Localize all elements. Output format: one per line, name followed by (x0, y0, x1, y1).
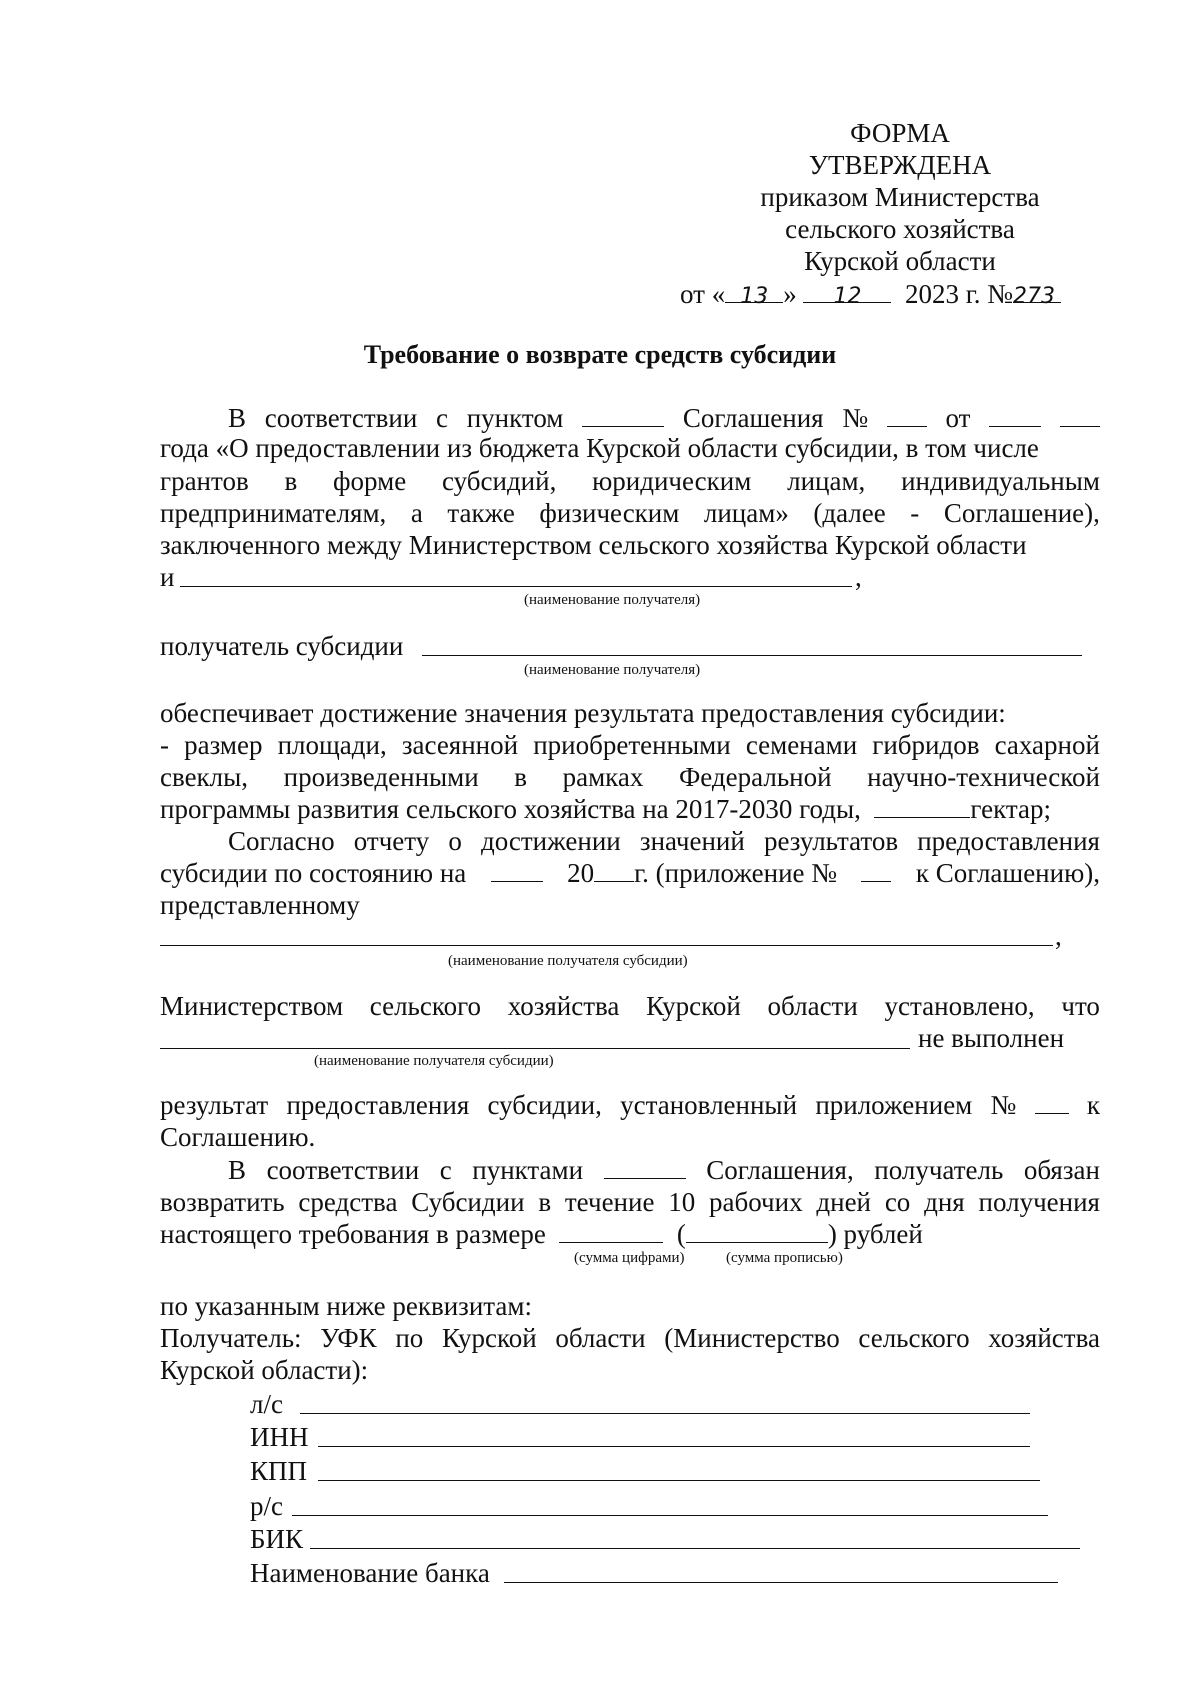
word: В (228, 403, 247, 433)
inn-field (318, 1446, 1030, 1447)
amount-digits-caption: (сумма цифрами) (574, 1250, 685, 1266)
word: предоставления (286, 1090, 470, 1120)
appendix-number-field (861, 857, 891, 882)
report-year-field (594, 857, 634, 882)
word: с (436, 403, 448, 433)
kpp-field (318, 1480, 1040, 1481)
text: ) рублей (827, 1219, 923, 1249)
report-recipient-field (160, 945, 1053, 946)
word: пунктами (472, 1155, 584, 1185)
area-hectares-field (874, 793, 970, 818)
p4-line-2 (160, 857, 1100, 889)
p4-line-4-end: , (1055, 921, 1062, 951)
p3-line-2 (160, 729, 1100, 761)
word: отчету (353, 826, 430, 856)
p1-line-2: года «О предоставлении из бюджета Курской области субсидии, в том числе (160, 433, 1039, 463)
p1-line-5: заключенного между Министерством сельского хозяйства Курской области (160, 530, 1027, 560)
word: субсидий, (442, 466, 557, 496)
p1-line-3 (160, 465, 1100, 497)
word: Согласно (228, 826, 335, 856)
recipient-name-caption: (наименование получателя) (524, 592, 701, 608)
text: гектар; (970, 794, 1051, 824)
word: Курской (441, 1323, 537, 1353)
bank-name-field (504, 1582, 1058, 1583)
word: произведенными (283, 762, 479, 792)
word: сельского (858, 1323, 970, 1353)
p8-line-3: Курской области): (160, 1355, 369, 1385)
result-appendix-number-field (1035, 1089, 1069, 1114)
word: сельского (369, 991, 481, 1021)
kpp-label: КПП (250, 1456, 308, 1486)
text: субсидии по состоянию на (160, 858, 467, 888)
word: Курской (646, 991, 741, 1021)
approval-form-label: ФОРМА (850, 118, 950, 148)
amount-words-field (686, 1218, 828, 1243)
agreement-number-field (887, 402, 927, 427)
word: получения (978, 1187, 1100, 1217)
inn-label: ИНН (250, 1422, 309, 1452)
word: от (945, 403, 971, 433)
word: рамках (562, 762, 644, 792)
word: установлено, (884, 991, 1035, 1021)
word: Субсидии (411, 1187, 525, 1217)
word: юридическим (592, 466, 752, 496)
word: приобретенными (533, 730, 731, 760)
word: семенами (745, 730, 858, 760)
p7-line-3 (160, 1218, 923, 1250)
word: лицам, (787, 466, 866, 496)
word: (Министерство (664, 1323, 840, 1353)
document-title: Требование о возврате средств субсидии (363, 340, 837, 369)
word: дня (924, 1187, 965, 1217)
p6-line-1 (160, 1089, 1100, 1121)
date-day-field (725, 278, 783, 309)
word: также (447, 498, 515, 528)
word: научно-технической (867, 762, 1100, 792)
p8-line-1: по указанным ниже реквизитам: (160, 1291, 532, 1321)
word: соответствии (266, 1155, 420, 1185)
word: 10 (668, 1187, 696, 1217)
p6-line-2: Соглашению. (160, 1122, 316, 1152)
word: по (395, 1323, 424, 1353)
text: программы развития сельского хозяйства на 2017-2030 годы, (160, 794, 861, 824)
date-year-text: 2023 г. № (904, 279, 1013, 309)
word: приложением (815, 1090, 973, 1120)
word: соответствии (264, 403, 418, 433)
word: получатель (874, 1155, 1004, 1185)
word: засеянной (401, 730, 519, 760)
word: (далее (813, 498, 886, 528)
word: значений (639, 826, 745, 856)
amount-digits-field (559, 1218, 663, 1243)
word: субсидии, (487, 1090, 602, 1120)
word: Соглашения, (706, 1155, 854, 1185)
word: УФК (320, 1323, 377, 1353)
word: гибридов (872, 730, 980, 760)
text: к Соглашению), (915, 858, 1100, 888)
p7-line-2 (160, 1186, 1100, 1218)
approval-ministry-line: сельского хозяйства (785, 214, 1015, 244)
word: области (555, 1323, 646, 1353)
p5-line-1 (160, 990, 1100, 1022)
word: Федеральной (678, 762, 832, 792)
personal-account-field (300, 1413, 1030, 1414)
word: достижении (480, 826, 621, 856)
word: В (228, 1155, 247, 1185)
text: 20 (567, 858, 595, 888)
order-number-field (1013, 278, 1061, 309)
report-recipient-caption: (наименование получателя субсидии) (448, 953, 688, 969)
word: средства (298, 1187, 398, 1217)
return-clauses-field (604, 1154, 686, 1179)
clause-number-field (582, 402, 664, 427)
p1-line-6-end: , (855, 562, 862, 592)
p5-line-2-end: не выполнен (918, 1023, 1065, 1053)
word: форме (333, 466, 407, 496)
bank-name-label: Наименование банка (250, 1558, 490, 1588)
word: к (1086, 1090, 1100, 1120)
word: в (514, 762, 528, 792)
word: результат (160, 1090, 269, 1120)
p7-line-1 (228, 1154, 1100, 1186)
word: а (410, 498, 423, 528)
bik-field (310, 1548, 1080, 1549)
word: предпринимателям, (160, 498, 387, 528)
non-fulfilling-recipient-caption: (наименование получателя субсидии) (314, 1053, 554, 1069)
word: Соглашения (682, 403, 824, 433)
subsidy-recipient-label: получатель субсидии (160, 631, 404, 661)
date-month-field (803, 278, 891, 309)
word: хозяйства (988, 1323, 1100, 1353)
word: грантов (160, 466, 249, 496)
approval-order-line: приказом Министерства (760, 182, 1040, 212)
agreement-year-field (1060, 402, 1100, 427)
p3-line-4 (160, 793, 1051, 825)
word: № (990, 1090, 1017, 1120)
p3-line-3 (160, 761, 1100, 793)
text: ( (676, 1219, 686, 1249)
non-fulfilling-recipient-field (160, 1048, 910, 1049)
date-mid: » (783, 279, 797, 309)
word: возвратить (160, 1187, 285, 1217)
word: - (910, 498, 920, 528)
word: предоставления (917, 826, 1100, 856)
word: физическим (539, 498, 680, 528)
word: - (160, 730, 169, 760)
word: хозяйства (507, 991, 620, 1021)
approval-date-line (680, 278, 1061, 310)
p4-line-3: представленному (160, 890, 360, 920)
word: дней (816, 1187, 872, 1217)
word: сахарной (994, 730, 1100, 760)
p3-line-1: обеспечивает достижение значения результата предоставления субсидии: (160, 698, 1006, 728)
p4-line-1 (228, 825, 1100, 857)
settlement-account-label: р/с (250, 1491, 283, 1521)
word: в (538, 1187, 552, 1217)
settlement-account-field (292, 1515, 1048, 1516)
personal-account-label: л/с (250, 1389, 283, 1419)
word: площади, (277, 730, 387, 760)
word: с (439, 1155, 452, 1185)
date-month-handwritten: 12 (833, 284, 862, 309)
subsidy-recipient-field (422, 655, 1082, 656)
recipient-name-field (180, 586, 852, 587)
word: пунктом (466, 403, 564, 433)
word: лицам» (703, 498, 789, 528)
date-day-handwritten: 13 (740, 284, 769, 309)
word: обязан (1023, 1155, 1100, 1185)
word: в (284, 466, 298, 496)
word: со (884, 1187, 911, 1217)
word: области (767, 991, 858, 1021)
p1-line-4 (160, 497, 1100, 529)
word: установленный (620, 1090, 798, 1120)
word: течение (564, 1187, 655, 1217)
word: № (842, 403, 869, 433)
word: индивидуальным (901, 466, 1100, 496)
agreement-date-field (989, 402, 1041, 427)
word: о (448, 826, 462, 856)
bik-label: БИК (250, 1524, 304, 1554)
word: рабочих (709, 1187, 803, 1217)
word: размер (184, 730, 263, 760)
p8-line-2 (160, 1322, 1100, 1354)
approval-region-line: Курской области (804, 246, 996, 276)
text: г. (приложение № (634, 858, 838, 888)
amount-words-caption: (сумма прописью) (726, 1250, 843, 1266)
p1-line-6-start: и (160, 562, 175, 592)
approval-approved-label: УТВЕРЖДЕНА (808, 150, 992, 180)
order-number-handwritten: 273 (1013, 284, 1055, 309)
text: настоящего требования в размере (160, 1219, 546, 1249)
word: свеклы, (160, 762, 249, 792)
date-prefix: от « (680, 279, 726, 309)
word: результатов (763, 826, 899, 856)
word: Министерством (160, 991, 344, 1021)
report-date-field (491, 857, 543, 882)
word: что (1061, 991, 1100, 1021)
word: Получатель: (160, 1323, 302, 1353)
word: Соглашение), (943, 498, 1100, 528)
p1-line-1 (228, 402, 1100, 434)
subsidy-recipient-caption: (наименование получателя) (524, 662, 701, 678)
